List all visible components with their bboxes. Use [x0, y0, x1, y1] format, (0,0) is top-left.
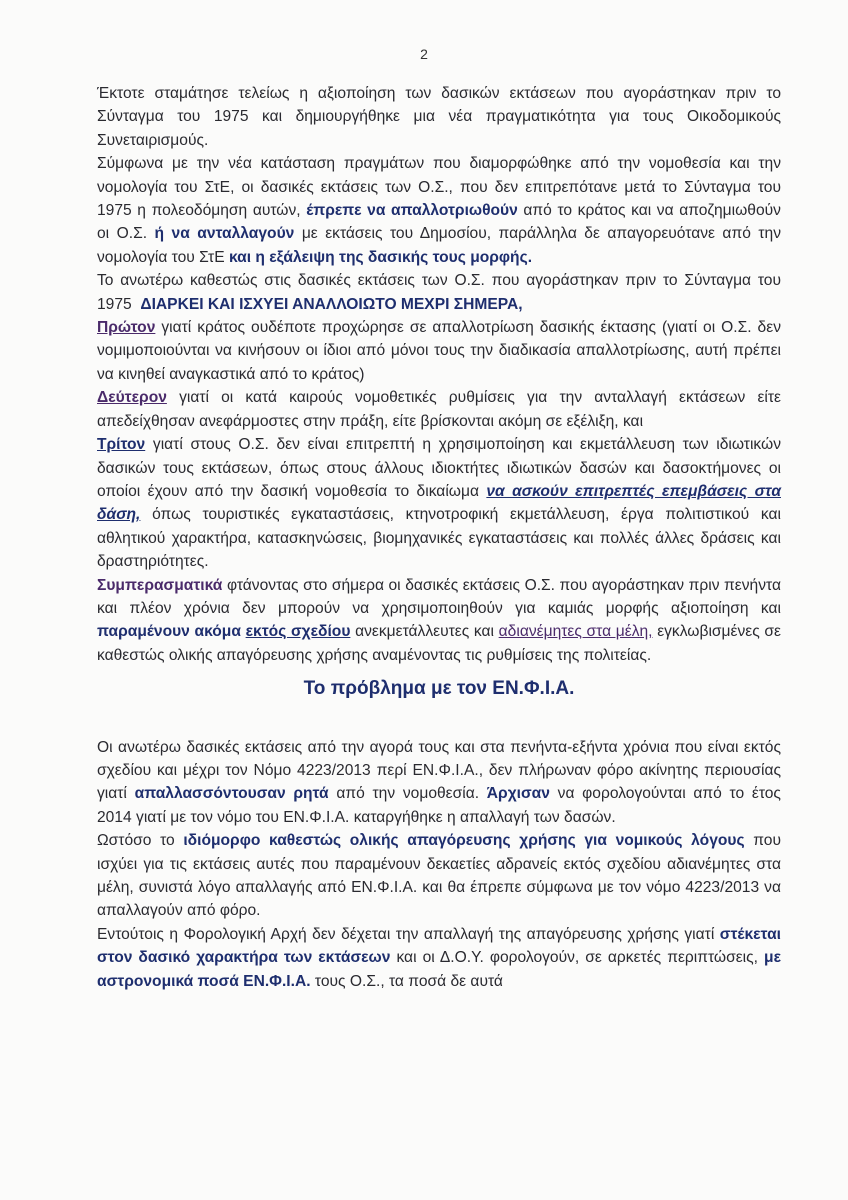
- paragraph-legal-status: Σύμφωνα με την νέα κατάσταση πραγμάτων που διαμορφώθηκε από την νομοθεσία και την νομολογία του ΣτΕ, οι δασικές εκτάσεις των Ο.Σ., που δεν επιτρεπότανε μετά το Σύνταγμα του 1975 η πολεοδόμηση αυτών, έπρεπε να απαλλοτριωθούν από το κράτος και να αποζημιωθούν οι Ο.Σ. ή να ανταλλαγούν με εκτάσεις του Δημοσίου, παράλληλα δε απαγορευότανε από την νομολογία του ΣτΕ και η εξάλειψη της δασικής τους μορφής.: [97, 155, 781, 266]
- paragraph-enfia-history: Οι ανωτέρω δασικές εκτάσεις από την αγορά τους και στα πενήντα-εξήντα χρόνια που είναι εκτός σχεδίου και μέχρι τον Νόμο 4223/2013 περί ΕΝ.Φ.Ι.Α., δεν πλήρωναν φόρο ακίνητης περιουσίας γιατί απαλλασσόντουσαν ρητά από την νομοθεσία. Άρχισαν να φορολογούνται από το έτος 2014 γιατί με τον νόμο του ΕΝ.Φ.Ι.Α. καταργήθηκε η απαλλαγή των δασών.: [97, 738, 781, 826]
- document-body: [97, 82, 781, 993]
- paragraph-regime: Το ανωτέρω καθεστώς στις δασικές εκτάσεις των Ο.Σ. που αγοράστηκαν πριν το Σύνταγμα του 1975 ΔΙΑΡΚΕΙ ΚΑΙ ΙΣΧΥΕΙ ΑΝΑΛΛΟΙΩΤΟ ΜΕΧΡΙ ΣΗΜΕΡΑ,: [97, 272, 781, 313]
- paragraph-intro: Έκτοτε σταμάτησε τελείως η αξιοποίηση των δασικών εκτάσεων που αγοράστηκαν πριν το Σύνταγμα του 1975 και δημιουργήθηκε μια νέα πραγματικότητα για τους Οικοδομικούς Συνεταιρισμούς.: [97, 85, 781, 149]
- paragraph-exemption-argument: Ωστόσο το ιδιόμορφο καθεστώς ολικής απαγόρευσης χρήσης για νομικούς λόγους που ισχύει για τις εκτάσεις αυτές που παραμένουν δεκαετίες αδρανείς εκτός σχεδίου αδιανέμητες στα μέλη, συνιστά λόγο απαλλαγής από ΕΝ.Φ.Ι.Α. και θα έπρεπε σύμφωνα με τον νόμο 4223/2013 να απαλλαγούν από φόρο.: [97, 832, 781, 920]
- paragraph-first-reason: Πρώτον γιατί κράτος ουδέποτε προχώρησε σε απαλλοτρίωση δασικής έκτασης (γιατί οι Ο.Σ. δεν νομιμοποιούνται να κινήσουν οι ίδιοι από μόνοι τους την διαδικασία απαλλοτρίωσης, αυτή πρέπει να κινηθεί αναγκαστικά από το κράτος): [97, 319, 781, 383]
- page-number: 2: [420, 46, 428, 62]
- paragraph-third-reason: Τρίτον γιατί στους Ο.Σ. δεν είναι επιτρεπτή η χρησιμοποίηση και εκμετάλλευση των ιδιωτικών δασικών τους εκτάσεων, όπως στους άλλους ιδιοκτήτες ιδιωτικών δασών και δασοκτήμονες οι οποίοι έχουν από την δασική νομοθεσία το δικαίωμα να ασκούν επιτρεπτές επεμβάσεις στα δάση, όπως τουριστικές εγκαταστάσεις, κτηνοτροφική εκμετάλλευση, έργα πολιτιστικού και αθλητικού χαρακτήρα, κατασκηνώσεις, βιομηχανικές εγκαταστάσεις και πολλές άλλες δράσεις και δραστηριότητες.: [97, 436, 781, 571]
- paragraph-tax-authority: Εντούτοις η Φορολογική Αρχή δεν δέχεται την απαλλαγή της απαγόρευσης χρήσης γιατί στέκεται στον δασικό χαρακτήρα των εκτάσεων και οι Δ.Ο.Υ. φορολογούν, σε αρκετές περιπτώσεις, με αστρονομικά ποσά ΕΝ.Φ.Ι.Α. τους Ο.Σ., τα ποσά δε αυτά: [97, 925, 781, 990]
- section-title: Το πρόβλημα με τον ΕΝ.Φ.Ι.Α.: [303, 678, 575, 700]
- paragraph-second-reason: Δεύτερον γιατί οι κατά καιρούς νομοθετικές ρυθμίσεις για την ανταλλαγή εκτάσεων είτε απεδείχθησαν ανεφάρμοστες στην πράξη, είτε βρίσκονται ακόμη σε εξέλιξη, και: [97, 389, 781, 430]
- paragraph-conclusion: Συμπερασματικά φτάνοντας στο σήμερα οι δασικές εκτάσεις Ο.Σ. που αγοράστηκαν πριν πενήντα και πλέον χρόνια δεν μπορούν να χρησιμοποιηθούν για καμιάς μορφής αξιοποίηση και παραμένουν ακόμα εκτός σχεδίου ανεκμετάλλευτες και αδιανέμητες στα μέλη, εγκλωβισμένες σε καθεστώς ολικής απαγόρευσης χρήσης αναμένοντας τις ρυθμίσεις της πολιτείας.: [97, 576, 781, 664]
